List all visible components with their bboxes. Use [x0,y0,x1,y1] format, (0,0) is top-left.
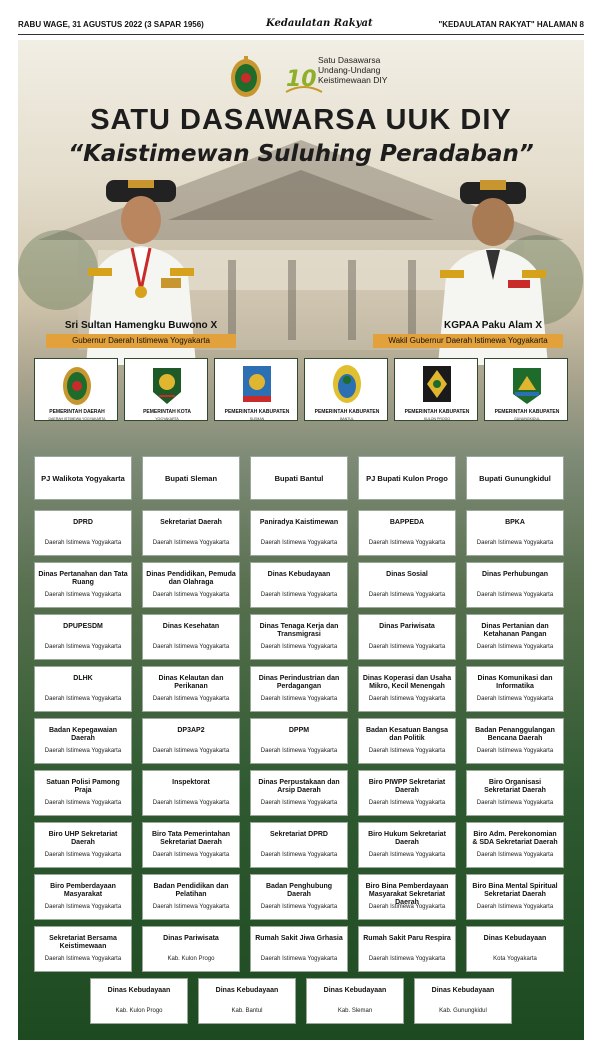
anniversary-caption [318,55,387,85]
institution-name: Badan Penghubung Daerah [265,883,333,898]
institution-name: Dinas Pariwisata [163,935,219,942]
institution-name: Dinas Kebudayaan [267,571,331,578]
institution-region: Kota Yogyakarta [493,956,537,962]
institution-name: DPPM [288,727,310,734]
vice-governor-name: KGPAA Paku Alam X [444,320,542,331]
institution-name: Dinas Kebudayaan [483,935,547,942]
agency-card [124,358,208,421]
institution-name: Satuan Polisi Pamong Praja [46,779,120,794]
institution-name: BAPPEDA [389,519,425,526]
institution-name: DLHK [73,675,93,682]
institution-region: Daerah Istimewa Yogyakarta [260,540,338,546]
institution-name: Bupati Bantul [274,474,324,483]
institution-name: Dinas Perindustrian dan Perdagangan [258,675,340,690]
institution-name: Biro Tata Pemerintahan Sekretariat Daerah [151,831,231,846]
institution-region: Daerah Istimewa Yogyakarta [476,852,554,858]
agency-card [394,358,478,421]
caption-line: Satu Dasawarsa [318,55,381,65]
institution-region: Daerah Istimewa Yogyakarta [476,904,554,910]
institution-card [34,926,132,972]
institution-card [466,510,564,556]
institution-card [34,718,132,764]
institution-name: Dinas Perhubungan [481,571,549,578]
institution-card [358,666,456,712]
institution-card [250,562,348,608]
institution-name: DP3AP2 [177,727,205,734]
institution-name: Paniradya Kaistimewan [259,519,339,526]
institution-region: Daerah Istimewa Yogyakarta [260,904,338,910]
masthead: Kedaulatan Rakyat [266,18,373,29]
main-subtitle: “Kaistimewan Suluhing Peradaban” [68,141,534,167]
institution-card [358,822,456,868]
institution-region: Daerah Istimewa Yogyakarta [44,800,122,806]
institution-region: Daerah Istimewa Yogyakarta [152,644,230,650]
advert-panel [18,40,584,1040]
institution-name: Dinas Pertanahan dan Tata Ruang [38,571,128,586]
institution-region: Daerah Istimewa Yogyakarta [152,800,230,806]
institution-card [142,926,240,972]
institution-card [142,822,240,868]
institution-card [34,666,132,712]
institution-name: Dinas Kesehatan [162,623,220,630]
institution-card [142,874,240,920]
institution-region: Kab. Kulon Progo [167,956,215,962]
institution-name: DPRD [73,519,93,526]
institution-region: Daerah Istimewa Yogyakarta [44,904,122,910]
agency-sub: YOGYAKARTA [155,417,179,421]
institution-region: Daerah Istimewa Yogyakarta [476,540,554,546]
agency-label: PEMERINTAH KABUPATEN [404,409,470,415]
institution-name: PJ Bupati Kulon Progo [366,474,448,483]
institution-name: Biro UHP Sekretariat Daerah [48,831,118,846]
institution-name: Sekretariat Bersama Keistimewaan [49,935,117,950]
institution-name: Biro PIWPP Sekretariat Daerah [368,779,446,794]
institution-card [358,614,456,660]
institution-card [250,718,348,764]
institution-card [466,926,564,972]
agency-sub: SLEMAN [249,417,265,421]
institution-name: Dinas Sosial [386,571,428,578]
institution-region: Daerah Istimewa Yogyakarta [44,592,122,598]
institution-region: Daerah Istimewa Yogyakarta [152,592,230,598]
institution-card [34,614,132,660]
institution-name: Inspektorat [172,779,210,786]
institution-region: Daerah Istimewa Yogyakarta [476,800,554,806]
institution-region: Daerah Istimewa Yogyakarta [152,748,230,754]
institution-card [34,874,132,920]
institution-name: BPKA [505,519,525,526]
institution-region: Daerah Istimewa Yogyakarta [260,800,338,806]
institution-card [358,718,456,764]
institution-name: Bupati Sleman [164,474,218,483]
institution-region: Daerah Istimewa Yogyakarta [260,644,338,650]
agency-card [214,358,298,421]
institution-name: Rumah Sakit Paru Respira [363,935,451,942]
institution-region: Kab. Kulon Progo [115,1008,163,1014]
sleman-emblem-icon [215,362,299,408]
institution-region: Daerah Istimewa Yogyakarta [476,696,554,702]
institution-name: Dinas Kelautan dan Perikanan [158,675,224,690]
institution-name: Dinas Perpustakaan dan Arsip Daerah [258,779,340,794]
institution-region: Kab. Bantul [231,1008,263,1014]
institution-region: Daerah Istimewa Yogyakarta [152,852,230,858]
institution-card [414,978,512,1024]
institution-name: Badan Penanggulangan Bencana Daerah [475,727,555,742]
institution-region: Kab. Sleman [337,1008,373,1014]
institution-region: Daerah Istimewa Yogyakarta [368,748,446,754]
logo-strip [18,48,584,108]
agency-sub: DAERAH ISTIMEWA YOGYAKARTA [48,417,106,421]
institution-name: Dinas Kebudayaan [215,987,279,994]
institution-name: Dinas Kebudayaan [323,987,387,994]
institution-region: Daerah Istimewa Yogyakarta [260,696,338,702]
institution-card [466,666,564,712]
institution-name: Badan Kepegawaian Daerah [48,727,118,742]
institution-card [142,666,240,712]
institution-region: Daerah Istimewa Yogyakarta [476,592,554,598]
institution-name: Sekretariat Daerah [160,519,222,526]
institution-region: Daerah Istimewa Yogyakarta [260,592,338,598]
institution-name: Dinas Komunikasi dan Informatika [477,675,553,690]
institution-region: Daerah Istimewa Yogyakarta [260,852,338,858]
institution-card [466,874,564,920]
institution-name: Dinas Pertanian dan Ketahanan Pangan [481,623,549,638]
institution-card [250,614,348,660]
institution-card [34,456,132,500]
institution-region: Daerah Istimewa Yogyakarta [368,904,446,910]
institution-name: Biro Pemberdayaan Masyarakat [50,883,116,898]
institution-region: Daerah Istimewa Yogyakarta [476,644,554,650]
kulon-progo-emblem-icon [395,362,479,408]
institution-region: Daerah Istimewa Yogyakarta [44,852,122,858]
institution-name: Rumah Sakit Jiwa Grhasia [255,935,343,942]
gunungkidul-emblem-icon [485,362,569,408]
institution-card [358,874,456,920]
diy-emblem-icon [35,362,119,408]
agency-label: PEMERINTAH KOTA [143,409,191,415]
institution-region: Daerah Istimewa Yogyakarta [260,956,338,962]
ten-year-logo-icon [286,67,322,92]
institution-card [142,456,240,500]
institution-region: Daerah Istimewa Yogyakarta [368,852,446,858]
institution-name: Dinas Kebudayaan [431,987,495,994]
institution-name: Dinas Koperasi dan Usaha Mikro, Kecil Menengah [362,675,452,690]
agency-sub: BANTUL [340,417,354,421]
svg-text:10: 10 [286,67,317,92]
header-rule [18,34,584,35]
institution-region: Daerah Istimewa Yogyakarta [152,540,230,546]
governor-role: Gubernur Daerah Istimewa Yogyakarta [46,334,236,348]
agency-label: PEMERINTAH KABUPATEN [314,409,380,415]
institution-card [142,718,240,764]
institution-name: Dinas Tenaga Kerja dan Transmigrasi [259,623,339,638]
institution-name: Biro Hukum Sekretariat Daerah [368,831,446,846]
page-number: "KEDAULATAN RAKYAT" HALAMAN 8 [438,20,584,29]
caption-line: Undang-Undang [318,65,381,75]
institution-name: PJ Walikota Yogyakarta [41,474,125,483]
institution-name: Biro Bina Mental Spiritual Sekretariat Daerah [472,883,558,898]
institution-card [250,770,348,816]
institution-card [34,822,132,868]
issue-date: RABU WAGE, 31 AGUSTUS 2022 (3 SAPAR 1956) [18,20,204,29]
institution-card [142,614,240,660]
institution-card [142,770,240,816]
institution-card [250,822,348,868]
institution-region: Daerah Istimewa Yogyakarta [44,956,122,962]
institution-name: Biro Bina Pemberdayaan Masyarakat Sekretariat Daerah [365,883,449,906]
institution-card [250,510,348,556]
newspaper-header [18,14,584,36]
institution-card [198,978,296,1024]
agency-sub: GUNUNGKIDUL [514,417,540,421]
institution-region: Daerah Istimewa Yogyakarta [368,696,446,702]
institution-card [466,822,564,868]
institution-card [466,718,564,764]
institution-name: Dinas Pendidikan, Pemuda dan Olahraga [146,571,236,586]
agency-label: PEMERINTAH DAERAH [49,409,105,415]
institution-region: Daerah Istimewa Yogyakarta [44,696,122,702]
institution-region: Daerah Istimewa Yogyakarta [368,644,446,650]
bantul-emblem-icon [305,362,389,408]
institution-card [466,770,564,816]
institution-region: Daerah Istimewa Yogyakarta [368,592,446,598]
institution-card [466,614,564,660]
agency-card [484,358,568,421]
institution-card [34,770,132,816]
institution-name: Dinas Pariwisata [379,623,435,630]
institution-region: Daerah Istimewa Yogyakarta [44,644,122,650]
institution-region: Daerah Istimewa Yogyakarta [152,904,230,910]
institution-card [358,770,456,816]
institution-name: Dinas Kebudayaan [107,987,171,994]
institution-name: Badan Pendidikan dan Pelatihan [153,883,229,898]
governor-name: Sri Sultan Hamengku Buwono X [64,320,218,331]
institution-name: Bupati Gunungkidul [479,474,551,483]
institution-card [358,562,456,608]
institution-name: DPUPESDM [63,623,103,630]
institution-card [142,510,240,556]
institution-region: Daerah Istimewa Yogyakarta [368,956,446,962]
vice-governor-role: Wakil Gubernur Daerah Istimewa Yogyakarta [373,334,563,348]
institution-card [466,456,564,500]
institution-region: Daerah Istimewa Yogyakarta [368,800,446,806]
caption-line: Keistimewaan DIY [318,75,388,85]
institution-card [90,978,188,1024]
institution-name: Sekretariat DPRD [270,831,328,838]
institution-region: Daerah Istimewa Yogyakarta [44,540,122,546]
main-title: SATU DASAWARSA UUK DIY [90,104,512,136]
institution-name: Badan Kesatuan Bangsa dan Politik [365,727,449,742]
institution-region: Kab. Gunungkidul [439,1008,487,1014]
institution-card [34,510,132,556]
institution-card [466,562,564,608]
yogyakarta-city-emblem-icon [125,362,209,408]
institution-card [250,456,348,500]
institution-region: Daerah Istimewa Yogyakarta [476,748,554,754]
institution-region: Daerah Istimewa Yogyakarta [152,696,230,702]
institution-region: Daerah Istimewa Yogyakarta [44,748,122,754]
institution-card [250,874,348,920]
agency-sub: KULON PROGO [423,417,451,421]
agency-card [304,358,388,421]
institution-card [142,562,240,608]
institution-card [250,926,348,972]
institution-name: Biro Organisasi Sekretariat Daerah [484,779,546,794]
institution-region: Daerah Istimewa Yogyakarta [260,748,338,754]
institution-card [34,562,132,608]
institution-region: Daerah Istimewa Yogyakarta [368,540,446,546]
agency-label: PEMERINTAH KABUPATEN [494,409,560,415]
institution-card [358,926,456,972]
institution-card [358,456,456,500]
diy-emblem-icon [231,56,261,97]
institution-name: Biro Adm. Perekonomian & SDA Sekretariat Daerah [472,831,558,846]
institution-card [306,978,404,1024]
institution-card [250,666,348,712]
institution-card [358,510,456,556]
agency-card [34,358,118,421]
agency-label: PEMERINTAH KABUPATEN [224,409,290,415]
